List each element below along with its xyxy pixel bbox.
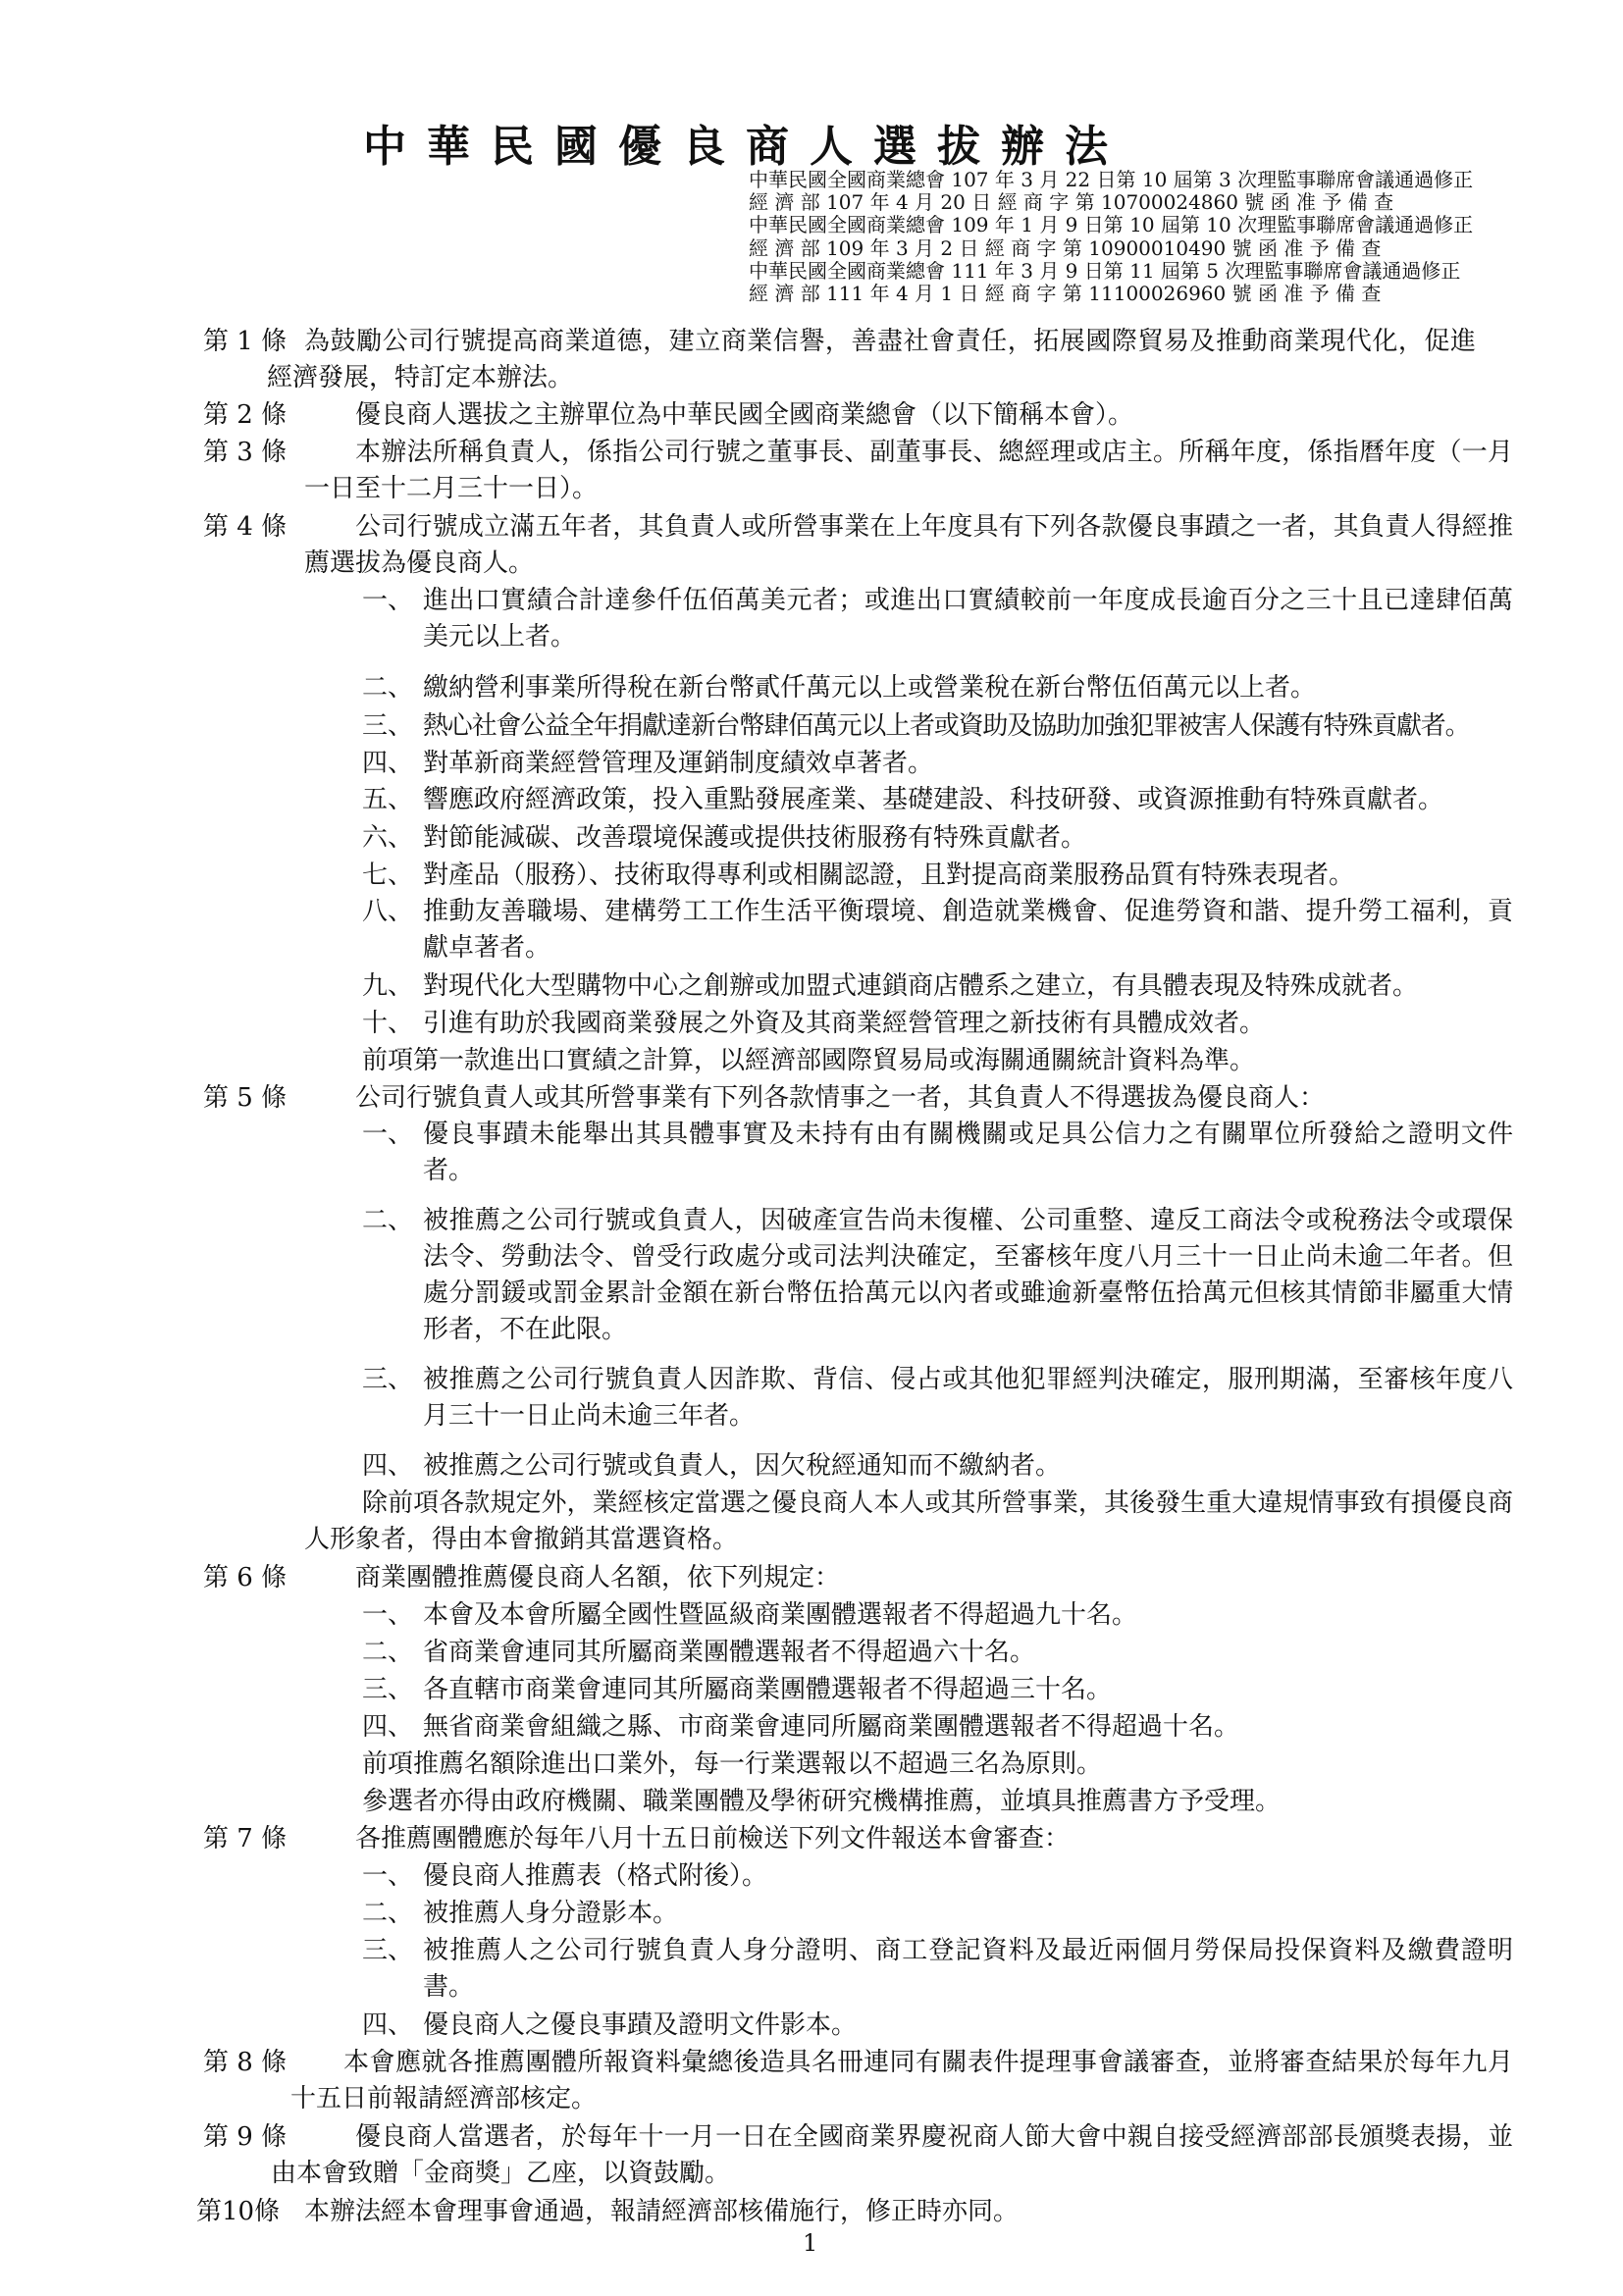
article-number: 第 9 條 bbox=[203, 2122, 288, 2152]
article-closing: 除前項各款規定外，業經核定當選之優良商人本人或其所營事業，其後發生重大違規情事致有損優良商人形象者，得由本會撤銷其當選資格。 bbox=[304, 1488, 1513, 1554]
article-text: 優良商人選拔之主辦單位為中華民國全國商業總會（以下簡稱本會）。 bbox=[355, 400, 1134, 430]
article-number: 第 2 條 bbox=[203, 400, 288, 430]
history-line: 中華民國全國商業總會 111 年 3 月 9 日第 11 屆第 5 次理監事聯席會議通過修正 bbox=[749, 259, 1461, 283]
item-text: 響應政府經濟政策，投入重點發展產業、基礎建設、科技研發、或資源推動有特殊貢獻者。 bbox=[423, 785, 1444, 814]
item-number: 四、 bbox=[362, 2010, 414, 2040]
article-number: 第 1 條 bbox=[203, 327, 288, 356]
item-number: 一、 bbox=[362, 1120, 414, 1149]
history-line: 經 濟 部 109 年 3 月 2 日 經 商 字 第 10900010490 號 函 准 予 備 查 bbox=[749, 236, 1382, 260]
article-text: 本辦法經本會理事會通過，報請經濟部核備施行，修正時亦同。 bbox=[304, 2197, 1020, 2226]
item-number: 八、 bbox=[362, 897, 414, 926]
item-text: 優良商人推薦表（格式附後）。 bbox=[423, 1861, 768, 1891]
item-text: 省商業會連同其所屬商業團體選報者不得超過六十名。 bbox=[423, 1638, 1036, 1667]
item-number: 五、 bbox=[362, 785, 414, 814]
item-text: 被推薦人身分證影本。 bbox=[423, 1899, 679, 1928]
item-text: 對節能減碳、改善環境保護或提供技術服務有特殊貢獻者。 bbox=[423, 823, 1087, 853]
item-text: 優良事蹟未能舉出其具體事實及未持有由有關機關或足具公信力之有關單位所發給之證明文件者。 bbox=[423, 1120, 1513, 1185]
item-number: 三、 bbox=[362, 1936, 414, 1965]
article-closing: 前項推薦名額除進出口業外，每一行業選報以不超過三名為原則。 bbox=[362, 1749, 1103, 1779]
item-text: 進出口實績合計達參仟伍佰萬美元者；或進出口實績較前一年度成長逾百分之三十且已達肆佰萬美元以上者。 bbox=[423, 586, 1513, 652]
item-text: 各直轄市商業會連同其所屬商業團體選報者不得超過三十名。 bbox=[423, 1675, 1113, 1704]
article-closing: 前項第一款進出口實績之計算，以經濟部國際貿易局或海關通關統計資料為準。 bbox=[362, 1046, 1256, 1075]
item-number: 四、 bbox=[362, 1451, 414, 1481]
article-text: 優良商人當選者，於每年十一月一日在全國商業界慶祝商人節大會中親自接受經濟部部長頒獎表揚，並由本會致贈「金商獎」乙座，以資鼓勵。 bbox=[271, 2122, 1513, 2188]
article-number: 第10條 bbox=[196, 2197, 281, 2226]
item-text: 被推薦之公司行號或負責人，因欠稅經通知而不繳納者。 bbox=[423, 1451, 1062, 1481]
item-text: 優良商人之優良事蹟及證明文件影本。 bbox=[423, 2010, 858, 2040]
item-number: 二、 bbox=[362, 673, 414, 703]
item-number: 二、 bbox=[362, 1638, 414, 1667]
item-number: 六、 bbox=[362, 823, 414, 853]
article-text-content: 為鼓勵公司行號提高商業道德，建立商業信譽，善盡社會責任，拓展國際貿易及推動商業現代化，促進經濟發展，特訂定本辦法。 bbox=[267, 327, 1476, 392]
item-number: 一、 bbox=[362, 1600, 414, 1630]
item-number: 一、 bbox=[362, 1861, 414, 1891]
article-number: 第 7 條 bbox=[203, 1824, 288, 1853]
history-line: 經 濟 部 111 年 4 月 1 日 經 商 字 第 11100026960 號 函 准 予 備 查 bbox=[749, 282, 1382, 305]
item-text: 被推薦人之公司行號負責人身分證明、商工登記資料及最近兩個月勞保局投保資料及繳費證明書。 bbox=[423, 1936, 1513, 2002]
history-line: 中華民國全國商業總會 107 年 3 月 22 日第 10 屆第 3 次理監事聯席會議通過修正 bbox=[749, 169, 1474, 191]
item-text: 對革新商業經營管理及運銷制度績效卓著者。 bbox=[423, 749, 934, 778]
item-text: 對產品（服務）、技術取得專利或相關認證，且對提高商業服務品質有特殊表現者。 bbox=[423, 861, 1355, 890]
amendment-history bbox=[749, 169, 1514, 305]
item-number: 二、 bbox=[362, 1899, 414, 1928]
article-text: 本辦法所稱負責人，係指公司行號之董事長、副董事長、總經理或店主。所稱年度，係指曆年度（一月一日至十二月三十一日）。 bbox=[304, 438, 1513, 503]
article-number: 第 4 條 bbox=[203, 512, 288, 542]
item-text: 本會及本會所屬全國性暨區級商業團體選報者不得超過九十名。 bbox=[423, 1600, 1138, 1630]
item-text: 被推薦之公司行號負責人因詐欺、背信、侵占或其他犯罪經判決確定，服刑期滿，至審核年度八月三十一日止尚未逾三年者。 bbox=[423, 1365, 1513, 1431]
item-number: 四、 bbox=[362, 749, 414, 778]
article-text: 公司行號負責人或其所營事業有下列各款情事之一者，其負責人不得選拔為優良商人： bbox=[355, 1083, 1326, 1113]
item-number: 三、 bbox=[362, 1365, 414, 1394]
item-text: 無省商業會組織之縣、市商業會連同所屬商業團體選報者不得超過十名。 bbox=[423, 1712, 1240, 1742]
history-line: 中華民國全國商業總會 109 年 1 月 9 日第 10 屆第 10 次理監事聯席會議通過修正 bbox=[749, 214, 1474, 237]
item-number: 九、 bbox=[362, 971, 414, 1001]
item-number: 三、 bbox=[362, 1675, 414, 1704]
item-text: 對現代化大型購物中心之創辦或加盟式連鎖商店體系之建立，有具體表現及特殊成就者。 bbox=[423, 971, 1419, 1001]
item-number: 七、 bbox=[362, 861, 414, 890]
item-text: 推動友善職場、建構勞工工作生活平衡環境、創造就業機會、促進勞資和諧、提升勞工福利，貢獻卓著者。 bbox=[423, 897, 1513, 963]
article-text: 各推薦團體應於每年八月十五日前檢送下列文件報送本會審查： bbox=[355, 1824, 1071, 1853]
item-text: 引進有助於我國商業發展之外資及其商業經營管理之新技術有具體成效者。 bbox=[423, 1009, 1266, 1038]
page-number: 1 bbox=[803, 2229, 818, 2257]
item-number: 四、 bbox=[362, 1712, 414, 1742]
article-number: 第 6 條 bbox=[203, 1563, 288, 1592]
item-number: 三、 bbox=[362, 711, 414, 741]
item-number: 一、 bbox=[362, 586, 414, 615]
article-text: 商業團體推薦優良商人名額，依下列規定： bbox=[355, 1563, 841, 1592]
article-number: 第 5 條 bbox=[203, 1083, 288, 1113]
item-number: 十、 bbox=[362, 1009, 414, 1038]
history-line: 經 濟 部 107 年 4 月 20 日 經 商 字 第 10700024860 號 函 准 予 備 查 bbox=[749, 191, 1394, 215]
item-text: 熱心社會公益全年捐獻達新台幣肆佰萬元以上者或資助及協助加強犯罪被害人保護有特殊貢獻者。 bbox=[423, 711, 1470, 741]
item-text: 被推薦之公司行號或負責人，因破產宣告尚未復權、公司重整、違反工商法令或稅務法令或環保法令、勞動法令、曾受行政處分或司法判決確定，至審核年度八月三十一日止尚未逾二年者。但處分罰鍰或罰金累計金額在新台幣伍拾萬元以內者或雖逾新臺幣伍拾萬元但核其情節非屬重大情形者，不在此限。 bbox=[423, 1206, 1513, 1344]
article-text bbox=[267, 324, 1476, 396]
article-number: 第 3 條 bbox=[203, 438, 288, 467]
article-text: 本會應就各推薦團體所報資料彙總後造具名冊連同有關表件提理事會議審查，並將審查結果於每年九月十五日前報請經濟部核定。 bbox=[290, 2048, 1513, 2113]
article-closing: 參選者亦得由政府機關、職業團體及學術研究機構推薦，並填具推薦書方予受理。 bbox=[362, 1787, 1282, 1816]
article-number: 第 8 條 bbox=[203, 2048, 288, 2077]
article-text: 公司行號成立滿五年者，其負責人或所營事業在上年度具有下列各款優良事蹟之一者，其負責人得經推薦選拔為優良商人。 bbox=[304, 512, 1513, 578]
document-title: 中華民國優良商人選拔辦法 bbox=[363, 122, 1128, 172]
item-text: 繳納營利事業所得稅在新台幣貳仟萬元以上或營業稅在新台幣伍佰萬元以上者。 bbox=[423, 673, 1317, 703]
item-number: 二、 bbox=[362, 1206, 414, 1235]
